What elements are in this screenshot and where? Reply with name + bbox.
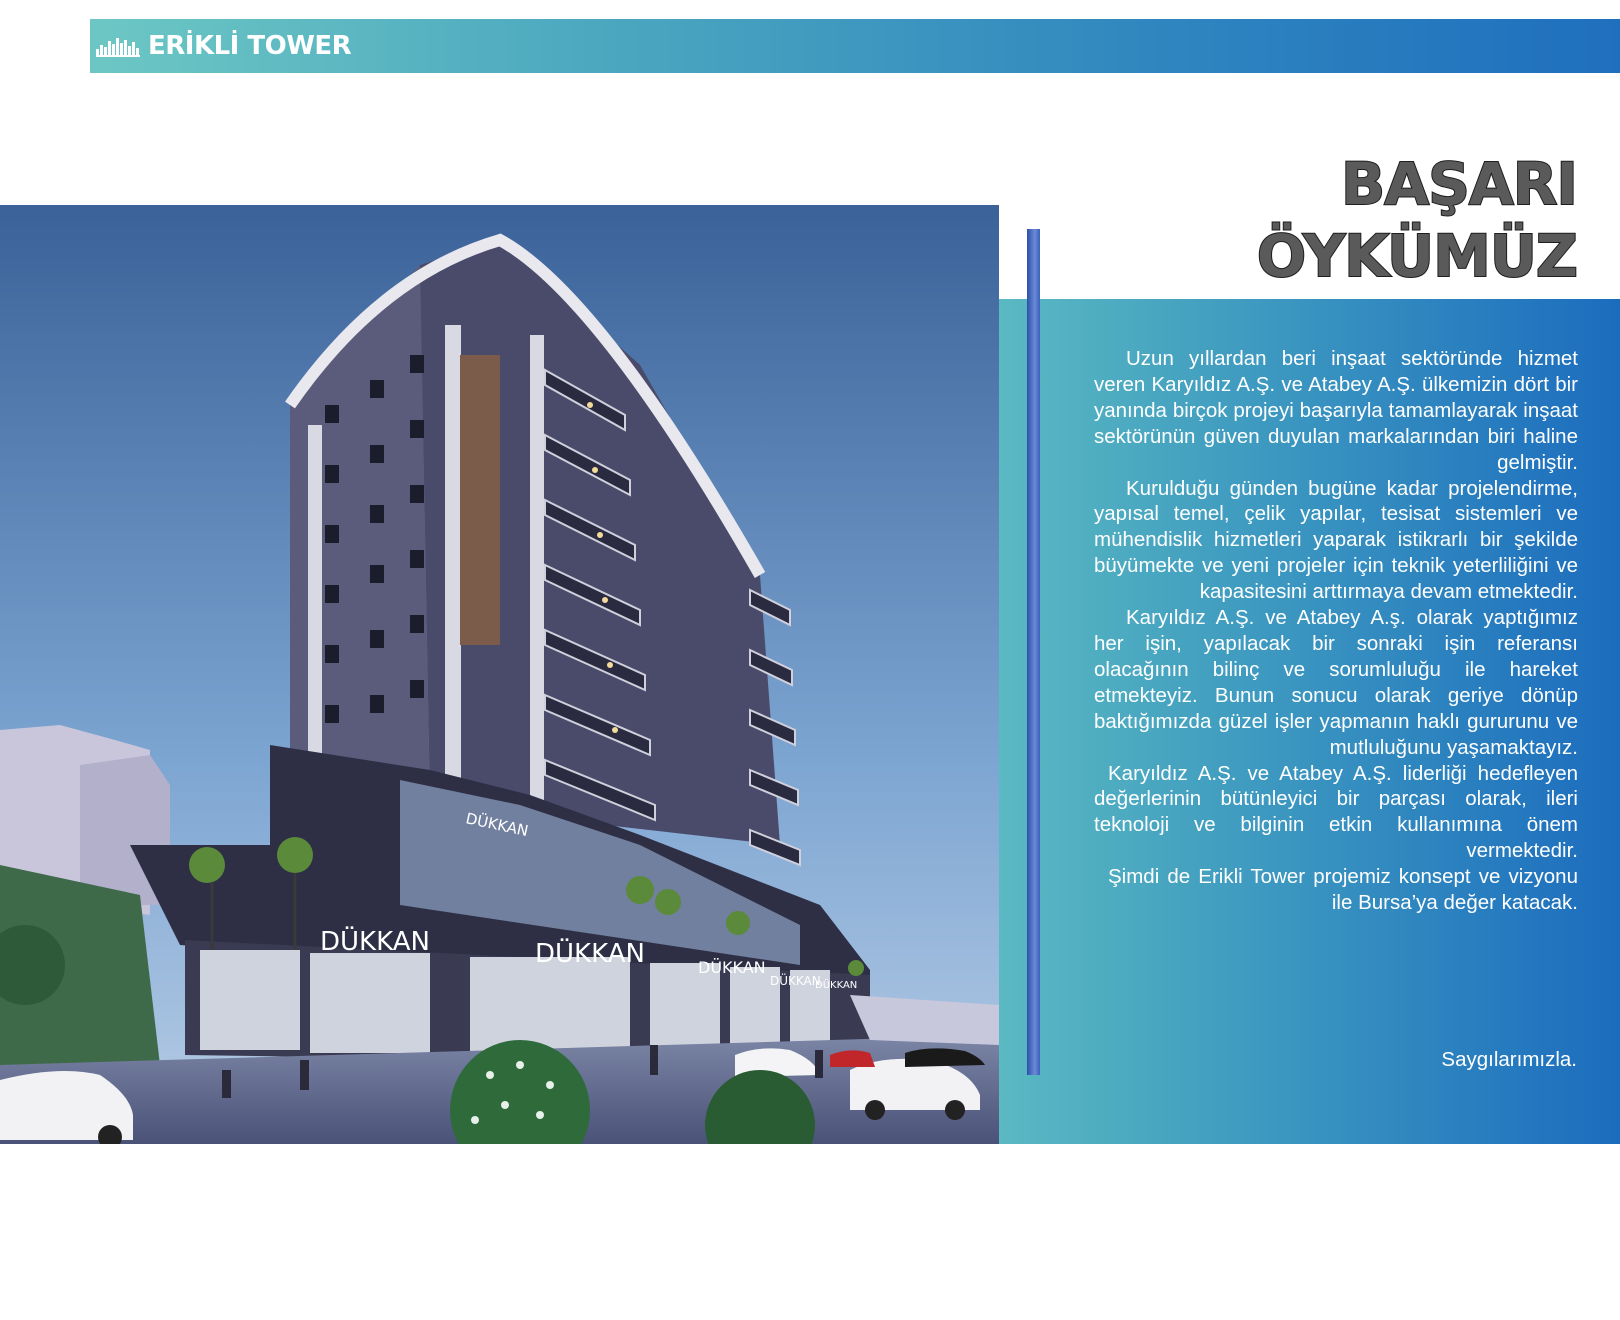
paragraph: Şimdi de Erikli Tower projemiz konsept ve vizyonu ile Bursa’ya değer katacak.	[1108, 865, 1578, 915]
paragraph: Karyıldız A.Ş. ve Atabey A.ş. olarak yaptığımız her işin, yapılacak bir sonraki işin referansı olacağının bilinç ve sorumluluğu ile hareket etmekteyiz. Bunun sonucu olarak geriye dönüp baktığımızda güzel işler yapmanın haklı gururunu ve mutluluğunu yaşamaktayız.	[1094, 606, 1578, 759]
closing-line: Saygılarımızla.	[1441, 1048, 1577, 1071]
shop-sign: DÜKKAN	[535, 939, 645, 969]
page-title	[1257, 148, 1577, 292]
accent-bar	[1027, 229, 1040, 1075]
paragraph: Uzun yıllardan beri inşaat sektöründe hizmet veren Karyıldız A.Ş. ve Atabey A.Ş. ülkemizin dört bir yanında birçok projeyi başarıyla tamamlayarak inşaat sektörünün güven duyulan markalarından biri haline gelmiştir.	[1094, 347, 1578, 474]
paragraph: Karyıldız A.Ş. ve Atabey A.Ş. liderliği hedefleyen değerlerinin bütünleyici bir parçası olarak, ileri teknoloji ve bilginin etkin kullanımına önem vermektedir.	[1094, 761, 1578, 863]
title-line-2: ÖYKÜMÜZ	[1256, 222, 1577, 290]
header-bar	[90, 19, 1620, 73]
shop-sign: DÜKKAN	[698, 958, 766, 977]
story-text	[1094, 346, 1578, 916]
shop-sign: DÜKKAN	[464, 809, 530, 841]
title-line-1: BAŞARI	[1341, 150, 1577, 218]
shop-sign: DÜKKAN	[770, 974, 821, 988]
skyline-icon	[96, 35, 140, 57]
brand-logo	[96, 19, 351, 73]
shop-sign: DÜKKAN	[815, 980, 858, 991]
shop-sign: DÜKKAN	[320, 927, 430, 957]
building-render	[0, 205, 999, 1144]
paragraph: Kurulduğu günden bugüne kadar projelendirme, yapısal temel, çelik yapılar, tesisat sistemleri ve mühendislik hizmetleri yaparak istikrarlı bir şekilde büyümekte ve yeni projeler için teknik yeterliliğini ve kapasitesini arttırmaya devam etmektedir.	[1094, 476, 1578, 604]
brand-name: ERİKLİ TOWER	[148, 31, 352, 61]
